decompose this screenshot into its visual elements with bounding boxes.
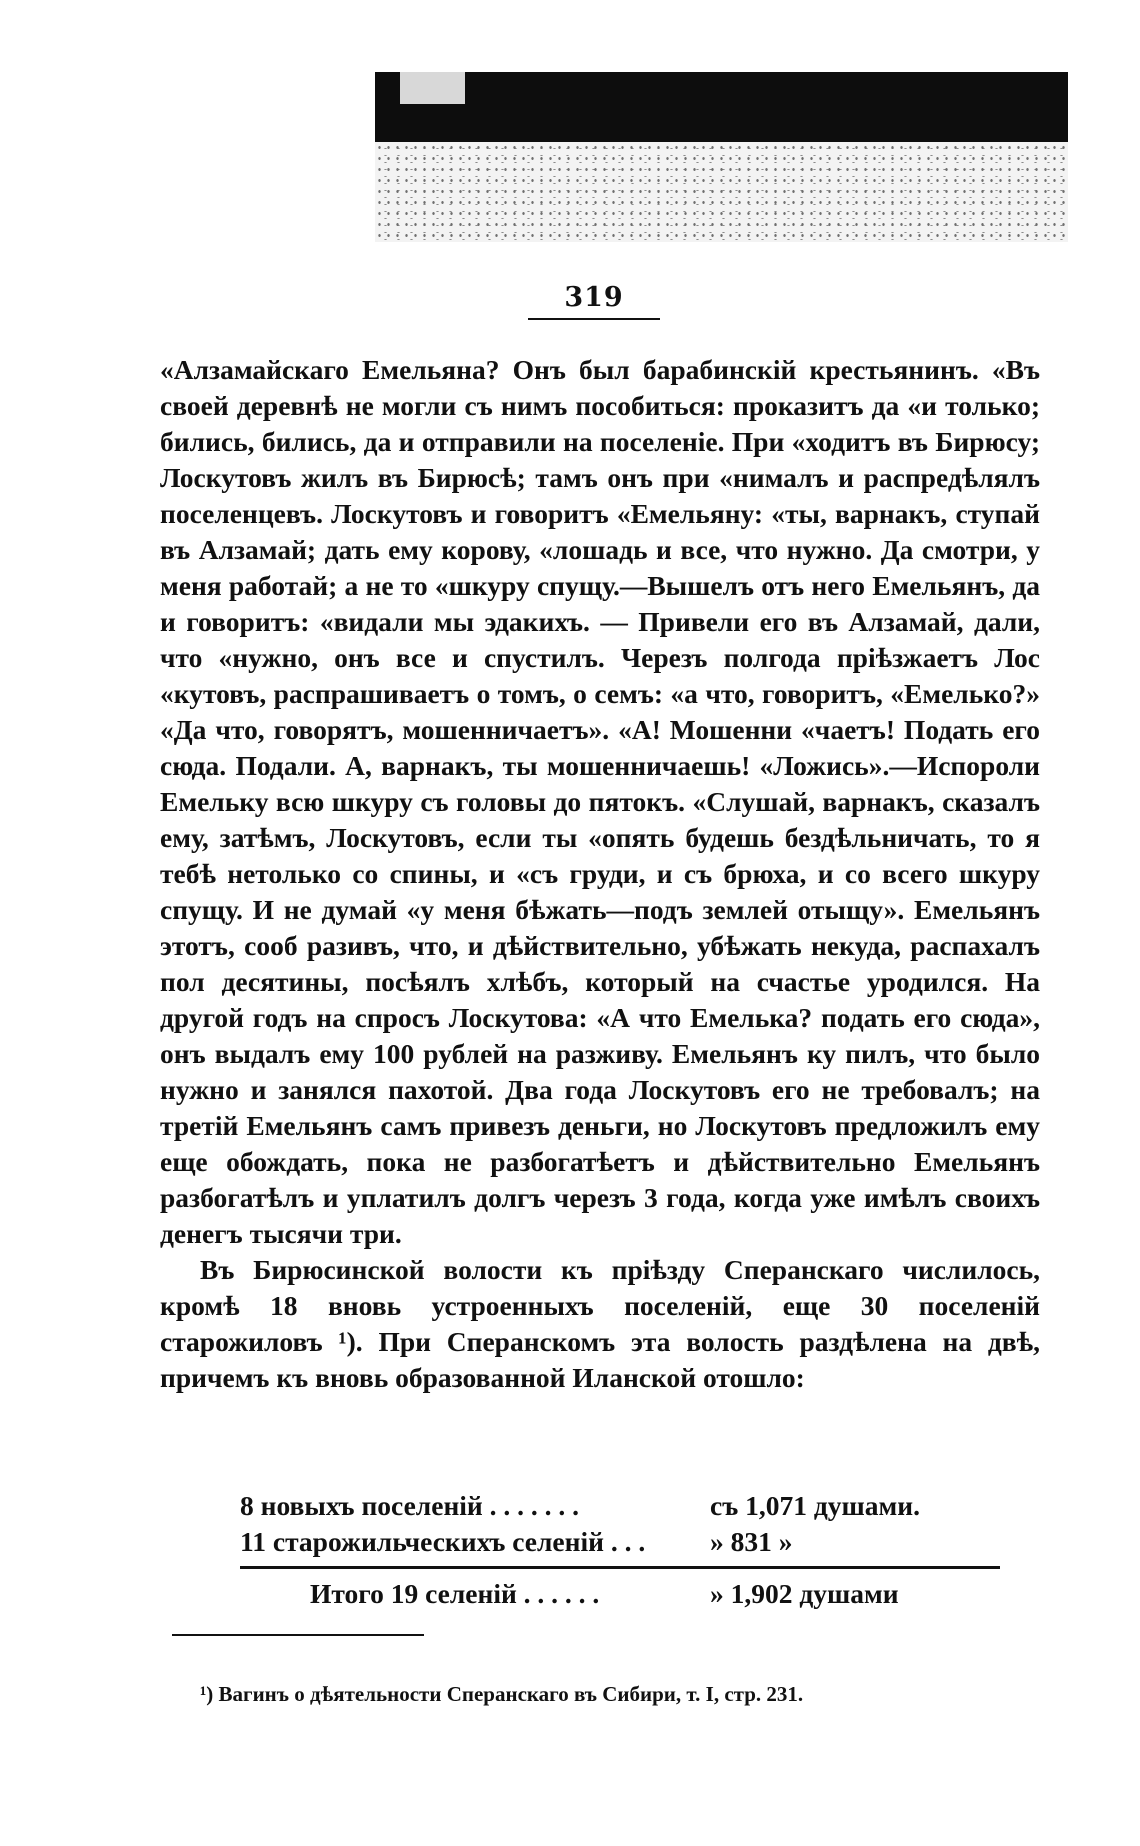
table-total-value: » 1,902 душами: [710, 1578, 899, 1609]
scan-dark-band: [375, 72, 1068, 142]
table-row: [240, 1488, 1000, 1524]
scan-light-patch: [400, 72, 465, 104]
table-row-label: 11 старожильческихъ селенiй . . .: [240, 1526, 646, 1557]
table-row-value: » 831 »: [710, 1526, 793, 1557]
paragraph-story: «Алзамайскаго Емельяна? Онъ был барабинскiй крестьянинъ. «Въ своей деревнѣ не могли съ нимъ пособиться: проказитъ да «и только; бились, бились, да и отправили на поселенiе. При «ходитъ въ Бирюсу; Лоскутовъ жилъ въ Бирюсѣ; тамъ онъ при «нималъ и распредѣлялъ поселенцевъ. Лоскутовъ и говоритъ «Емельяну: «ты, варнакъ, ступай въ Алзамай; дать ему корову, «лошадь и все, что нужно. Да смотри, у меня работай; а не то «шкуру спущу.—Вышелъ отъ него Емельянъ, да и говоритъ: «видали мы эдакихъ. — Привели его въ Алзамай, дали, что «нужно, онъ все и спустилъ. Черезъ полгода прiѣзжаетъ Лос «кутовъ, распрашиваетъ о томъ, о семъ: «а что, говоритъ, «Емелько?» «Да что, говорятъ, мошенничаетъ». «А! Мошенни «чаетъ! Подать его сюда. Подали. А, варнакъ, ты мошенничаешь! «Ложись».—Испороли Емельку всю шкуру съ головы до пятокъ. «Слушай, варнакъ, сказалъ ему, затѣмъ, Лоскутовъ, если ты «опять будешь бездѣльничать, то я тебѣ нетолько со спины, и «съ груди, и съ брюха, и со всего шкуру спущу. И не думай «у меня бѣжать—подъ землей отыщу». Емельянъ этотъ, сооб разивъ, что, и дѣйствительно, убѣжать некуда, распахалъ пол десятины, посѣялъ хлѣбъ, который на счастье уродился. На другой годъ на спросъ Лоскутова: «А что Емелька? подать его сюда», онъ выдалъ ему 100 рублей на разживу. Емельянъ ку пилъ, что было нужно и занялся пахотой. Два года Лоскутовъ его не требовалъ; на третiй Емельянъ самъ привезъ деньги, но Лоскутовъ предложилъ ему еще обождать, пока не разбогатѣетъ и дѣйствительно Емельянъ разбогатѣлъ и уплатилъ долгъ черезъ 3 года, когда уже имѣлъ своихъ денегъ тысячи три.: [160, 354, 1040, 1249]
table-row-value: съ 1,071 душами.: [710, 1490, 920, 1521]
footnote: ¹) Вагинъ о дѣятельности Сперанскаго въ Сибири, т. I, стр. 231.: [200, 1682, 804, 1706]
table-total-label: Итого 19 селенiй . . . . . .: [310, 1578, 600, 1609]
footnote-separator: [172, 1634, 424, 1636]
table-row: [240, 1524, 1000, 1560]
main-text: [160, 352, 1040, 1396]
page-number: 319: [564, 282, 624, 313]
settlement-table: [240, 1488, 1000, 1560]
paragraph-volost: Въ Бирюсинской волости къ прiѣзду Сперанскаго числилось, кромѣ 18 вновь устроенныхъ поселенiй, еще 30 поселенiй старожиловъ ¹). При Сперанскомъ эта волость раздѣлена на двѣ, причемъ къ вновь образованной Иланской отошло:: [160, 1254, 1040, 1393]
table-total-row: [310, 1576, 1000, 1612]
table-sum-rule: [240, 1566, 1000, 1569]
page-number-underline: [528, 318, 660, 320]
table-row-label: 8 новыхъ поселенiй . . . . . . .: [240, 1490, 580, 1521]
scan-speckle-noise: [375, 142, 1068, 242]
